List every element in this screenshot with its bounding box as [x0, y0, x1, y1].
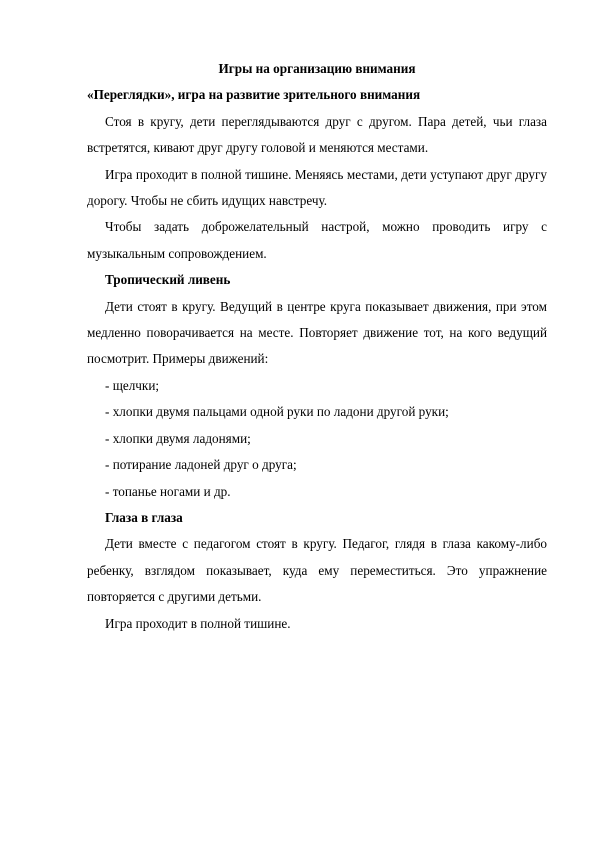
list-item: - хлопки двумя ладонями; — [105, 430, 251, 446]
paragraph: Игра проходит в полной тишине. Меняясь местами, дети уступают друг другу дорогу. Чтобы не сбить идущих навстречу. — [87, 166, 547, 209]
paragraph: Игра проходит в полной тишине. — [105, 615, 291, 631]
list-item: - топанье ногами и др. — [105, 483, 231, 499]
section-subtitle-peregl: «Переглядки», игра на развитие зрительного внимания — [87, 87, 421, 103]
list-item: - хлопки двумя пальцами одной руки по ладони другой руки; — [105, 404, 449, 420]
paragraph: Дети вместе с педагогом стоят в кругу. Педагог, глядя в глаза какому-либо ребенку, взглядом показывает, куда ему переместиться. Это упражнение повторяется с другими детьми. — [87, 536, 547, 605]
paragraph: Чтобы задать доброжелательный настрой, можно проводить игру с музыкальным сопровождением. — [87, 219, 547, 261]
list-item: - потирание ладоней друг о друга; — [105, 457, 297, 473]
document-title: Игры на организацию внимания — [218, 61, 416, 76]
section-heading-tropical-rain: Тропический ливень — [105, 272, 231, 288]
list-item: - щелчки; — [105, 377, 160, 393]
section-heading-eyes: Глаза в глаза — [105, 509, 183, 525]
paragraph: Дети стоят в кругу. Ведущий в центре круга показывает движения, при этом медленно поворачивается на месте. Повторяет движение тот, на кого ведущий посмотрит. Примеры движений: — [87, 298, 547, 367]
document-body — [87, 56, 547, 637]
paragraph: Стоя в кругу, дети переглядываются друг с другом. Пара детей, чьи глаза встретятся, кивают друг другу головой и меняются местами. — [87, 113, 547, 156]
